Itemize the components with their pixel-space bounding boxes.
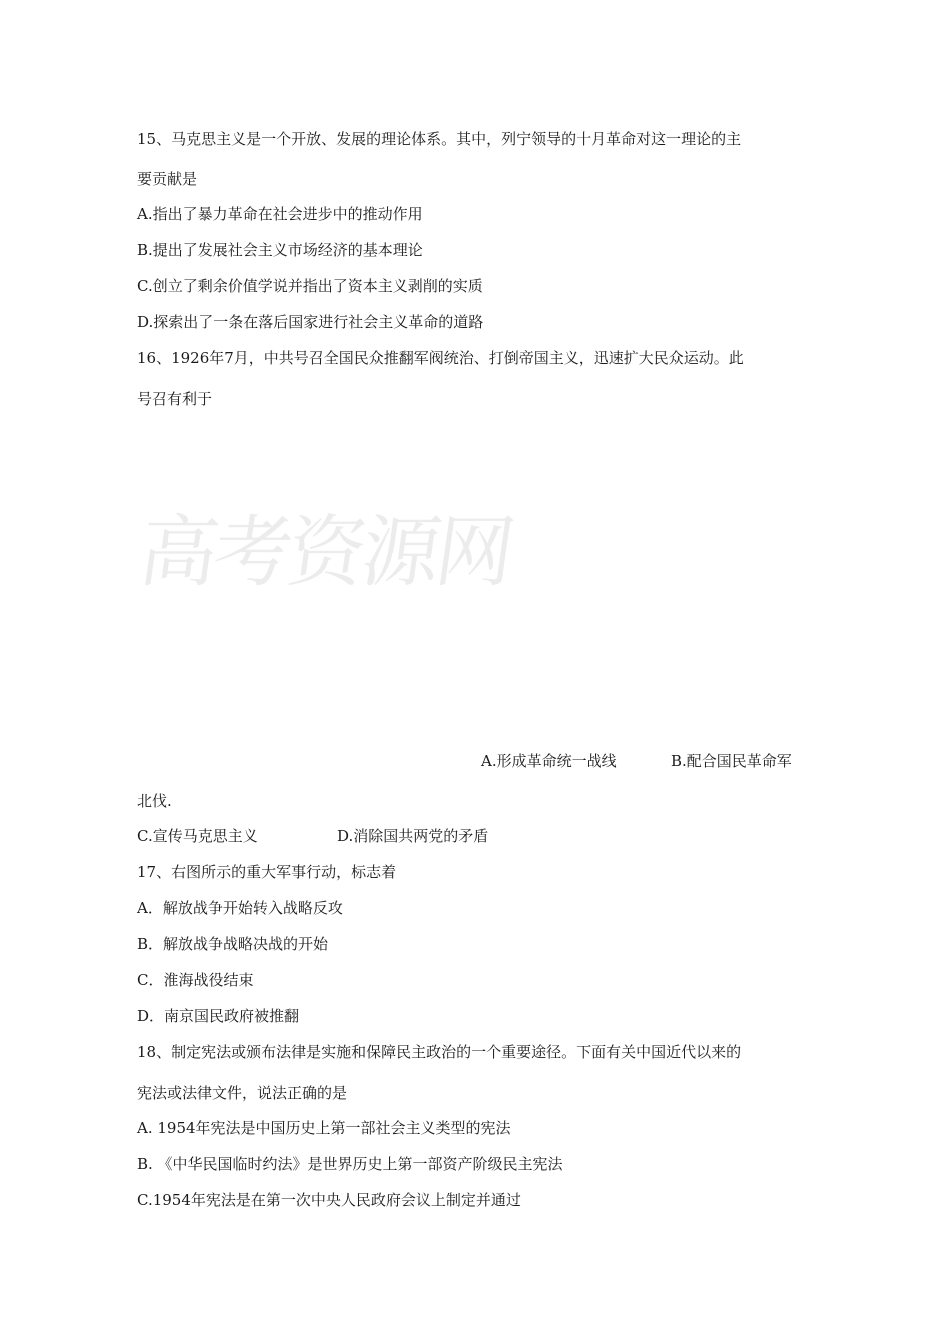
q16-option-b: B.配合国民革命军 <box>671 752 792 770</box>
q16-stem-line1: 16、1926年7月，中共号召全国民众推翻军阀统治、打倒帝国主义，迅速扩大民众运动。此 <box>137 349 744 367</box>
q15-stem-line1: 15、马克思主义是一个开放、发展的理论体系。其中，列宁领导的十月革命对这一理论的主 <box>137 130 742 148</box>
q15-option-d: D.探索出了一条在落后国家进行社会主义革命的道路 <box>137 313 484 331</box>
q17-option-d: D．南京国民政府被推翻 <box>137 1007 300 1025</box>
q17-stem: 17、右图所示的重大军事行动，标志着 <box>137 863 397 881</box>
q18-option-b: B. 《中华民国临时约法》是世界历史上第一部资产阶级民主宪法 <box>137 1155 563 1173</box>
q17-option-c: C．淮海战役结束 <box>137 971 254 989</box>
q18-option-a: A. 1954年宪法是中国历史上第一部社会主义类型的宪法 <box>137 1119 511 1137</box>
q15-stem-line2: 要贡献是 <box>137 170 198 188</box>
q16-option-c: C.宣传马克思主义 <box>137 827 258 845</box>
q16-option-a: A.形成革命统一战线 <box>481 752 617 770</box>
q16-option-b-continued: 北伐. <box>137 792 172 810</box>
q15-option-b: B.提出了发展社会主义市场经济的基本理论 <box>137 241 423 259</box>
q17-option-a: A．解放战争开始转入战略反攻 <box>137 899 343 917</box>
watermark-logo: 高考资源网 <box>133 508 517 598</box>
q18-stem-line2: 宪法或法律文件，说法正确的是 <box>137 1084 348 1102</box>
q16-stem-line2: 号召有利于 <box>137 390 213 408</box>
q15-option-c: C.创立了剩余价值学说并指出了资本主义剥削的实质 <box>137 277 483 295</box>
q17-option-b: B．解放战争战略决战的开始 <box>137 935 329 953</box>
q16-option-d: D.消除国共两党的矛盾 <box>337 827 489 845</box>
q18-option-c: C.1954年宪法是在第一次中央人民政府会议上制定并通过 <box>137 1191 521 1209</box>
q15-option-a: A.指出了暴力革命在社会进步中的推动作用 <box>137 205 423 223</box>
q18-stem-line1: 18、制定宪法或颁布法律是实施和保障民主政治的一个重要途径。下面有关中国近代以来的 <box>137 1043 742 1061</box>
